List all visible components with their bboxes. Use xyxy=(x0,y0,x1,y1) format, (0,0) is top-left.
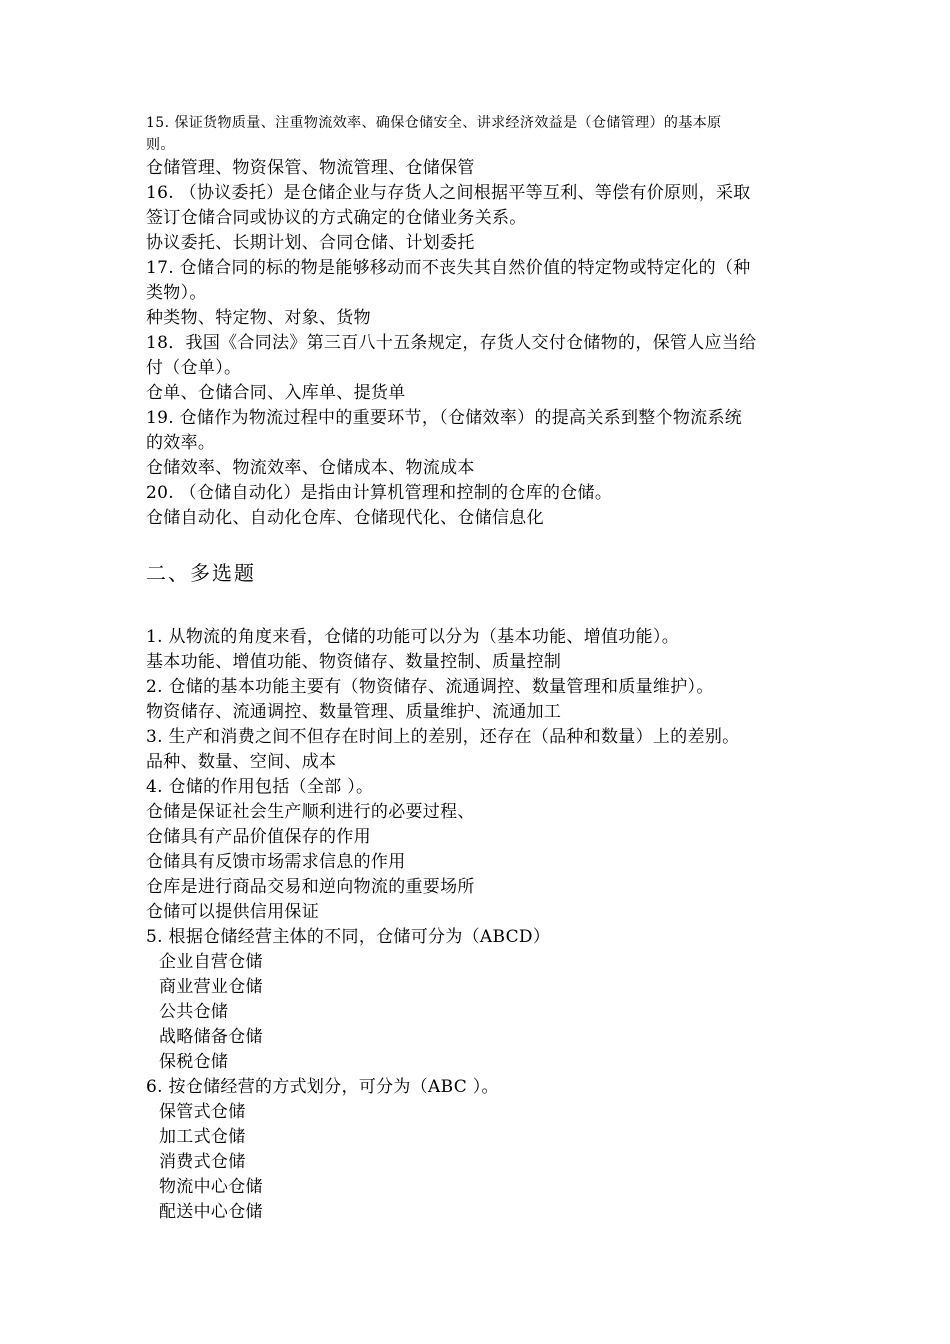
single-choice-section xyxy=(146,112,816,531)
question-18-options: 仓单、仓储合同、入库单、提货单 xyxy=(146,383,406,403)
question-18-text: 18．我国《合同法》第三百八十五条规定，存货人交付仓储物的，保管人应当给 xyxy=(146,333,757,353)
question-16-options: 协议委托、长期计划、合同仓储、计划委托 xyxy=(146,233,475,253)
question-17-options: 种类物、特定物、对象、货物 xyxy=(146,308,371,328)
mc-question-5-text: 5. 根据仓储经营主体的不同，仓储可分为（ABCD） xyxy=(146,927,551,947)
question-20-options: 仓储自动化、自动化仓库、仓储现代化、仓储信息化 xyxy=(146,508,544,528)
mc-question-4-option: 仓储是保证社会生产顺利进行的必要过程、 xyxy=(146,802,475,822)
mc-question-6-text: 6. 按仓储经营的方式划分，可分为（ABC ）。 xyxy=(146,1077,499,1097)
mc-question-6-option: 保管式仓储 xyxy=(159,1102,246,1122)
mc-question-4-option: 仓库是进行商品交易和逆向物流的重要场所 xyxy=(146,877,475,897)
mc-question-5-option: 保税仓储 xyxy=(159,1052,229,1072)
question-16-text-cont: 签订仓储合同或协议的方式确定的仓储业务关系。 xyxy=(146,208,527,228)
mc-question-4-option: 仓储可以提供信用保证 xyxy=(146,902,319,922)
mc-question-5-option: 公共仓储 xyxy=(159,1002,229,1022)
mc-question-6-option: 配送中心仓储 xyxy=(159,1202,263,1222)
question-17-text: 17. 仓储合同的标的物是能够移动而不丧失其自然价值的特定物或特定化的（种 xyxy=(146,258,751,278)
mc-question-5-option: 商业营业仓储 xyxy=(159,977,263,997)
mc-question-3-options: 品种、数量、空间、成本 xyxy=(146,752,337,772)
mc-question-4-text: 4. 仓储的作用包括（全部 ）。 xyxy=(146,777,374,797)
question-17-text-cont: 类物）。 xyxy=(146,283,207,303)
mc-question-4-option: 仓储具有反馈市场需求信息的作用 xyxy=(146,852,406,872)
mc-question-2-text: 2. 仓储的基本功能主要有（物资储存、流通调控、数量管理和质量维护）。 xyxy=(146,677,714,697)
mc-question-5-option: 企业自营仓储 xyxy=(159,952,263,972)
mc-question-1-options: 基本功能、增值功能、物资储存、数量控制、质量控制 xyxy=(146,652,562,672)
mc-question-2-options: 物资储存、流通调控、数量管理、质量维护、流通加工 xyxy=(146,702,562,722)
multiple-choice-section xyxy=(146,625,816,1225)
mc-question-4-option: 仓储具有产品价值保存的作用 xyxy=(146,827,371,847)
mc-question-3-text: 3. 生产和消费之间不但存在时间上的差别，还存在（品种和数量）上的差别。 xyxy=(146,727,740,747)
question-15-options: 仓储管理、物资保管、物流管理、仓储保管 xyxy=(146,158,475,178)
mc-question-6-option: 加工式仓储 xyxy=(159,1127,246,1147)
mc-question-5-option: 战略储备仓储 xyxy=(159,1027,263,1047)
question-19-text: 19. 仓储作为物流过程中的重要环节，（仓储效率）的提高关系到整个物流系统 xyxy=(146,408,743,428)
question-18-text-cont: 付（仓单）。 xyxy=(146,358,242,378)
question-19-options: 仓储效率、物流效率、仓储成本、物流成本 xyxy=(146,458,475,478)
question-19-text-cont: 的效率。 xyxy=(146,433,216,453)
mc-question-6-option: 物流中心仓储 xyxy=(159,1177,263,1197)
question-20-text: 20. （仓储自动化）是指由计算机管理和控制的仓库的仓储。 xyxy=(146,483,613,503)
question-16-text: 16. （协议委托）是仓储企业与存货人之间根据平等互利、等偿有价原则，采取 xyxy=(146,183,751,203)
mc-question-6-option: 消费式仓储 xyxy=(159,1152,246,1172)
document-page xyxy=(146,112,816,1225)
section-heading-multiple-choice: 二、多选题 xyxy=(146,561,256,585)
question-15-text: 15. 保证货物质量、注重物流效率、确保仓储安全、讲求经济效益是（仓储管理）的基本原 xyxy=(146,115,722,131)
question-15-text-cont: 则。 xyxy=(146,137,175,153)
mc-question-1-text: 1. 从物流的角度来看，仓储的功能可以分为（基本功能、增值功能）。 xyxy=(146,627,680,647)
